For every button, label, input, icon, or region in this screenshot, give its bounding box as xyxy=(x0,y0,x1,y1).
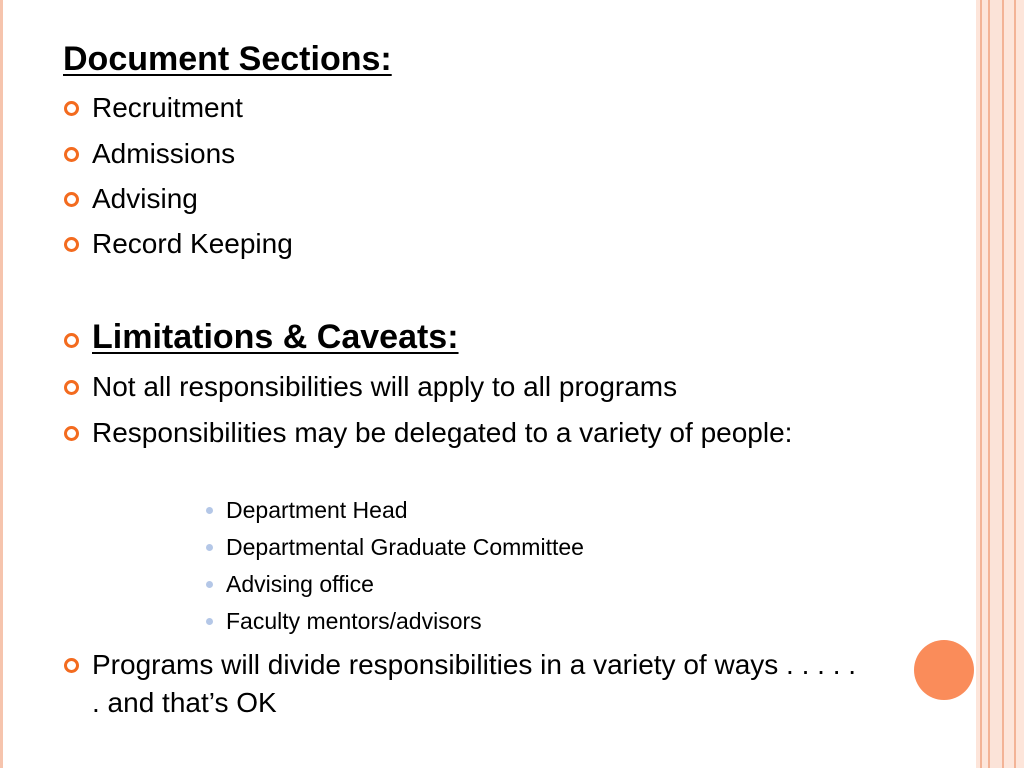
decorative-stripe xyxy=(1004,0,1014,768)
dot-bullet-icon xyxy=(206,618,213,625)
decorative-circle xyxy=(914,640,974,700)
list-item xyxy=(64,368,677,406)
ring-bullet-icon xyxy=(64,192,79,207)
list-item-text: Record Keeping xyxy=(92,228,293,259)
sub-list-item xyxy=(206,534,584,561)
list-item xyxy=(64,180,198,218)
ring-bullet-icon xyxy=(64,658,79,673)
sections-heading: Document Sections: xyxy=(63,40,392,78)
list-item xyxy=(64,414,842,452)
list-item-text: Not all responsibilities will apply to all programs xyxy=(92,371,678,402)
list-item-text: Programs will divide responsibilities in a variety of ways . . . . . . and that’s OK xyxy=(92,649,857,718)
list-item xyxy=(64,646,862,722)
list-item-text: Recruitment xyxy=(92,92,243,123)
sub-list-item xyxy=(206,608,482,635)
ring-bullet-icon xyxy=(64,333,79,348)
sub-list-item-text: Department Head xyxy=(226,497,408,523)
list-item-text: Admissions xyxy=(92,138,236,169)
dot-bullet-icon xyxy=(206,581,213,588)
list-item-text: Responsibilities may be delegated to a variety of people: xyxy=(92,417,793,448)
dot-bullet-icon xyxy=(206,544,213,551)
sub-list-item xyxy=(206,497,408,524)
list-item xyxy=(64,89,243,127)
list-item-text: Advising xyxy=(92,183,198,214)
sub-list-item-text: Departmental Graduate Committee xyxy=(226,534,584,560)
limitations-heading: Limitations & Caveats: xyxy=(92,318,459,356)
ring-bullet-icon xyxy=(64,426,79,441)
decorative-stripe xyxy=(1016,0,1024,768)
sub-list-item xyxy=(206,571,374,598)
ring-bullet-icon xyxy=(64,147,79,162)
sub-list-item-text: Faculty mentors/advisors xyxy=(226,608,482,634)
decorative-stripe xyxy=(990,0,1002,768)
left-edge-border xyxy=(0,0,3,768)
ring-bullet-icon xyxy=(64,237,79,252)
ring-bullet-icon xyxy=(64,380,79,395)
list-item xyxy=(64,135,235,173)
sub-list-item-text: Advising office xyxy=(226,571,374,597)
dot-bullet-icon xyxy=(206,507,213,514)
list-item xyxy=(64,225,293,263)
limitations-heading-row xyxy=(64,318,459,356)
ring-bullet-icon xyxy=(64,101,79,116)
